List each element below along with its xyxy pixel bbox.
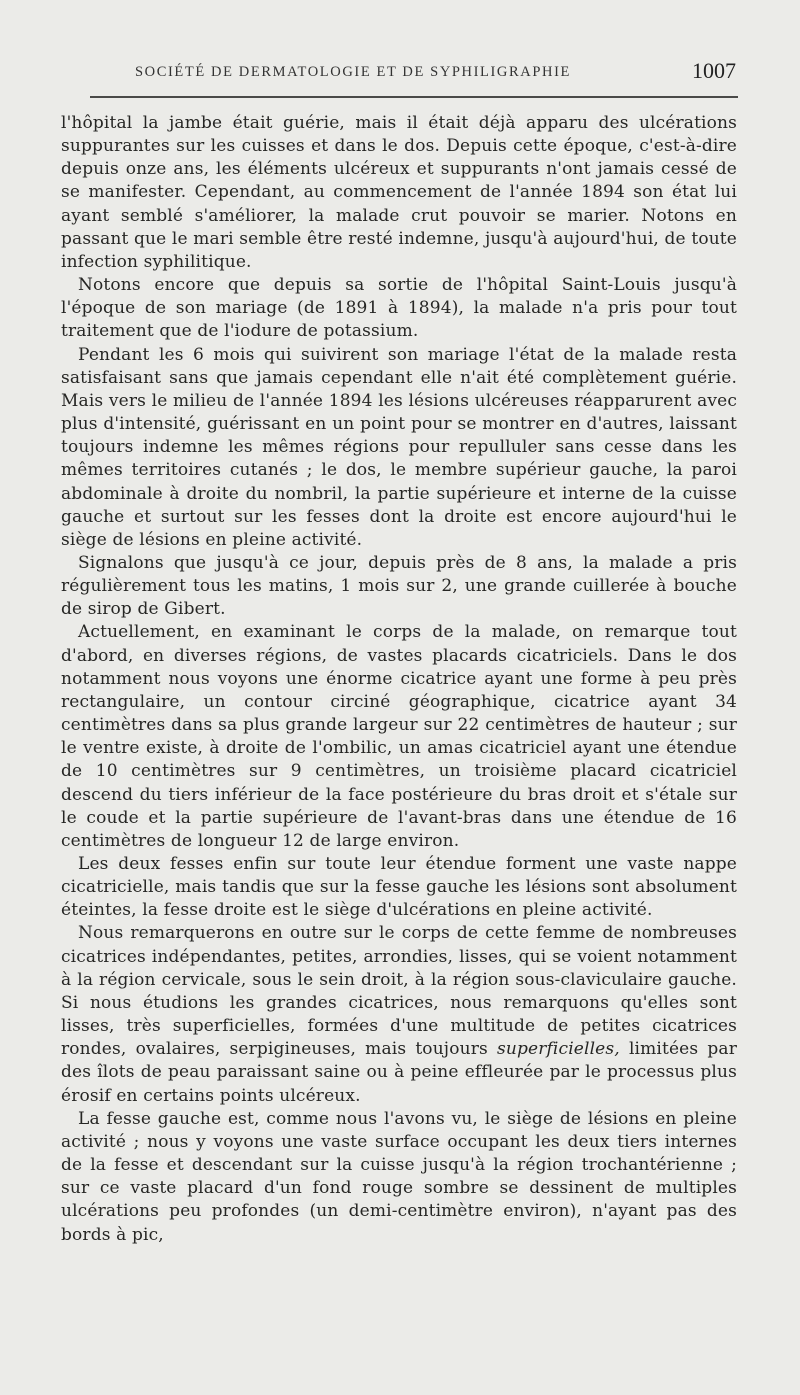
page-number: 1007 xyxy=(692,58,736,83)
paragraph-1: l'hôpital la jambe était guérie, mais il était déjà apparu des ulcérations suppurantes sur les cuisses et dans le dos. Depuis cette époque, c'est-à-dire depuis onze ans, les éléments ulcéreux et suppurants n'ont jamais cessé de se manifester. Cependant, au commencement de l'année 1894 son état lui ayant semblé s'améliorer, la malade crut pouvoir se marier. Notons en passant que le mari semble être resté indemne, jusqu'à aujourd'hui, de toute infection syphilitique. xyxy=(61,113,737,272)
paragraph-3: Pendant les 6 mois qui suivirent son mariage l'état de la malade resta satisfaisant sans que jamais cependant elle n'ait été complètement guérie. Mais vers le milieu de l'année 1894 les lésions ulcéreuses réapparurent avec plus d'intensité, guérissant en un point pour se montrer en d'autres, laissant toujours indemne les mêmes régions pour repulluler sans cesse dans les mêmes territoires cutanés ; le dos, le membre supérieur gauche, la paroi abdominale à droite du nombril, la partie supérieure et interne de la cuisse gauche et surtout sur les fesses dont la droite est encore aujourd'hui le siège de lésions en pleine activité. xyxy=(61,344,737,550)
paragraph-7-text-after: limitées par des îlots de peau paraissant saine ou à peine effleurée par le processus plus érosif en certains points ulcéreux. xyxy=(61,1039,737,1106)
running-title: SOCIÉTÉ DE DERMATOLOGIE ET DE SYPHILIGRAPHIE xyxy=(135,64,571,80)
header-rule xyxy=(90,96,738,98)
paragraph-2: Notons encore que depuis sa sortie de l'hôpital Saint-Louis jusqu'à l'époque de son mariage (de 1891 à 1894), la malade n'a pris pour tout traitement que de l'iodure de potassium. xyxy=(61,275,737,342)
body-text xyxy=(61,112,737,1247)
paragraph-7 xyxy=(61,922,737,1107)
running-header xyxy=(60,60,736,90)
paragraph-7-emphasis: superficielles, xyxy=(497,1039,620,1060)
paragraph-6: Les deux fesses enfin sur toute leur étendue forment une vaste nappe cicatricielle, mais tandis que sur la fesse gauche les lésions sont absolument éteintes, la fesse droite est le siège d'ulcérations en pleine activité. xyxy=(61,854,737,921)
paragraph-5: Actuellement, en examinant le corps de la malade, on remarque tout d'abord, en diverses régions, de vastes placards cicatriciels. Dans le dos notamment nous voyons une énorme cicatrice ayant une forme à peu près rectangulaire, un contour circiné géographique, cicatrice ayant 34 centimètres dans sa plus grande largeur sur 22 centimètres de hauteur ; sur le ventre existe, à droite de l'ombilic, un amas cicatriciel ayant une étendue de 10 centimètres sur 9 centimètres, un troisième placard cicatriciel descend du tiers inférieur de la face postérieure du bras droit et s'étale sur le coude et la partie supérieure de l'avant-bras dans une étendue de 16 centimètres de longueur 12 de large environ. xyxy=(61,622,737,851)
paragraph-7-text-before: Nous remarquerons en outre sur le corps de cette femme de nombreuses cicatrices indépendantes, petites, arrondies, lisses, qui se voient notamment à la région cervicale, sous le sein droit, à la région sous-claviculaire gauche. Si nous étudions les grandes cicatrices, nous remarquons qu'elles sont lisses, très superficielles, formées d'une multitude de petites cicatrices rondes, ovalaires, serpigineuses, mais toujours xyxy=(61,923,737,1060)
paragraph-8: La fesse gauche est, comme nous l'avons vu, le siège de lésions en pleine activité ; nous y voyons une vaste surface occupant les deux tiers internes de la fesse et descendant sur la cuisse jusqu'à la région trochantérienne ; sur ce vaste placard d'un fond rouge sombre se dessinent de multiples ulcérations peu profondes (un demi-centimètre environ), n'ayant pas des bords à pic, xyxy=(61,1108,737,1245)
paragraph-4: Signalons que jusqu'à ce jour, depuis près de 8 ans, la malade a pris régulièrement tous les matins, 1 mois sur 2, une grande cuillerée à bouche de sirop de Gibert. xyxy=(61,552,737,620)
